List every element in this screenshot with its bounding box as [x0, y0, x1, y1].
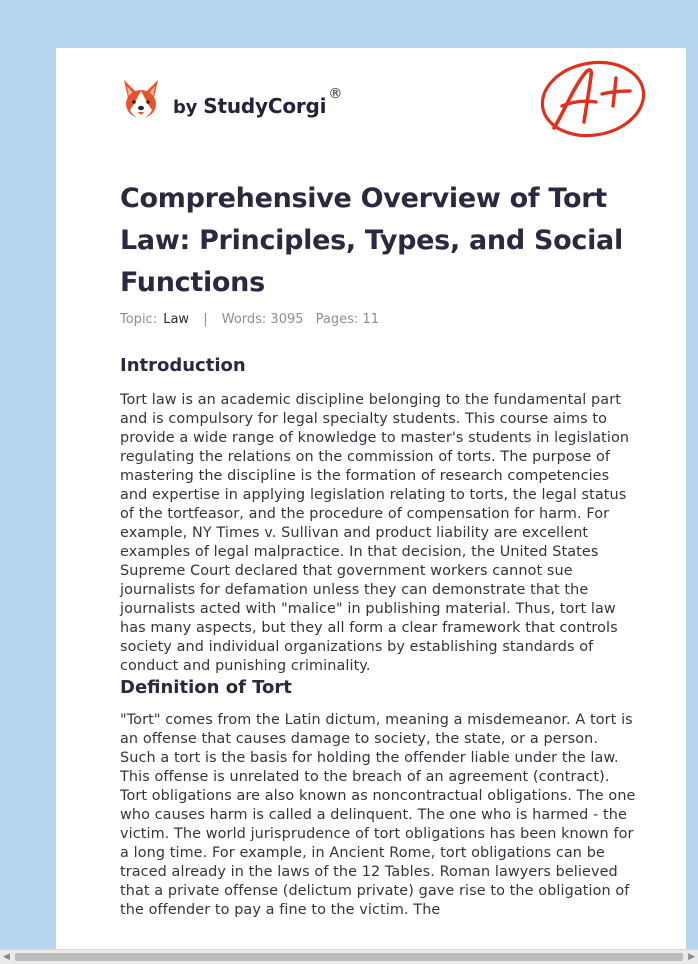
topic-label: Topic: — [120, 312, 158, 327]
page-count: Pages: 11 — [315, 312, 379, 327]
word-count: Words: 3095 — [221, 312, 304, 327]
corgi-icon — [121, 78, 161, 124]
brand-name — [173, 86, 343, 118]
scroll-left-icon[interactable]: ◀ — [3, 952, 10, 962]
scrollbar-thumb[interactable] — [15, 953, 683, 961]
article-meta — [120, 312, 379, 327]
section-paragraph-definition: "Tort" comes from the Latin dictum, meaning a misdemeanor. A tort is an offense that causes damage to society, the state, or a person. Such a tort is the basis for holding the offender liable under the law. This offense is unrelated to the breach of an agreement (contract). Tort obligations are also known as noncontractual obligations. The one who causes harm is called a delinquent. The one who is harmed - the victim. The world jurisprudence of tort obligations has been known for a long time. For example, in Ancient Rome, tort obligations can be traced already in the laws of the 12 Tables. Roman lawyers believed that a private offense (delictum private) gave rise to the obligation of the offender to pay a fine to the victim. The — [120, 712, 636, 918]
document-page — [56, 48, 686, 952]
section-heading-introduction: Introduction — [120, 355, 246, 376]
article-body — [120, 354, 636, 920]
section-heading-definition: Definition of Tort — [120, 677, 292, 698]
registered-mark: ® — [328, 86, 343, 102]
horizontal-scrollbar[interactable] — [0, 949, 698, 964]
brand-studycorgi: StudyCorgi — [203, 94, 327, 118]
section-paragraph-introduction: Tort law is an academic discipline belonging to the fundamental part and is compulsory for legal specialty students. This course aims to provide a wide range of knowledge to master's students in legislation regulating the relations on the commission of torts. The purpose of mastering the discipline is the formation of research competencies and expertise in applying legislation relating to torts, the legal status of the tortfeasor, and the procedure of compensation for harm. For example, NY Times v. Sullivan and product liability are excellent examples of legal malpractice. In that decision, the United States Supreme Court declared that government workers cannot sue journalists for defamation unless they can demonstrate that the journalists acted with "malice" in publishing material. Thus, tort law has many aspects, but they all form a clear framework that controls society and individual organizations by establishing standards of conduct and punishing criminality. — [120, 392, 630, 674]
scroll-right-icon[interactable]: ▶ — [688, 952, 695, 962]
brand-logo[interactable] — [121, 76, 342, 126]
topic-link[interactable]: Law — [163, 312, 190, 327]
page-title: Comprehensive Overview of Tort Law: Principles, Types, and Social Functions — [120, 183, 623, 298]
meta-separator: | — [203, 312, 208, 327]
a-plus-icon — [536, 56, 648, 140]
brand-by: by — [173, 97, 204, 118]
